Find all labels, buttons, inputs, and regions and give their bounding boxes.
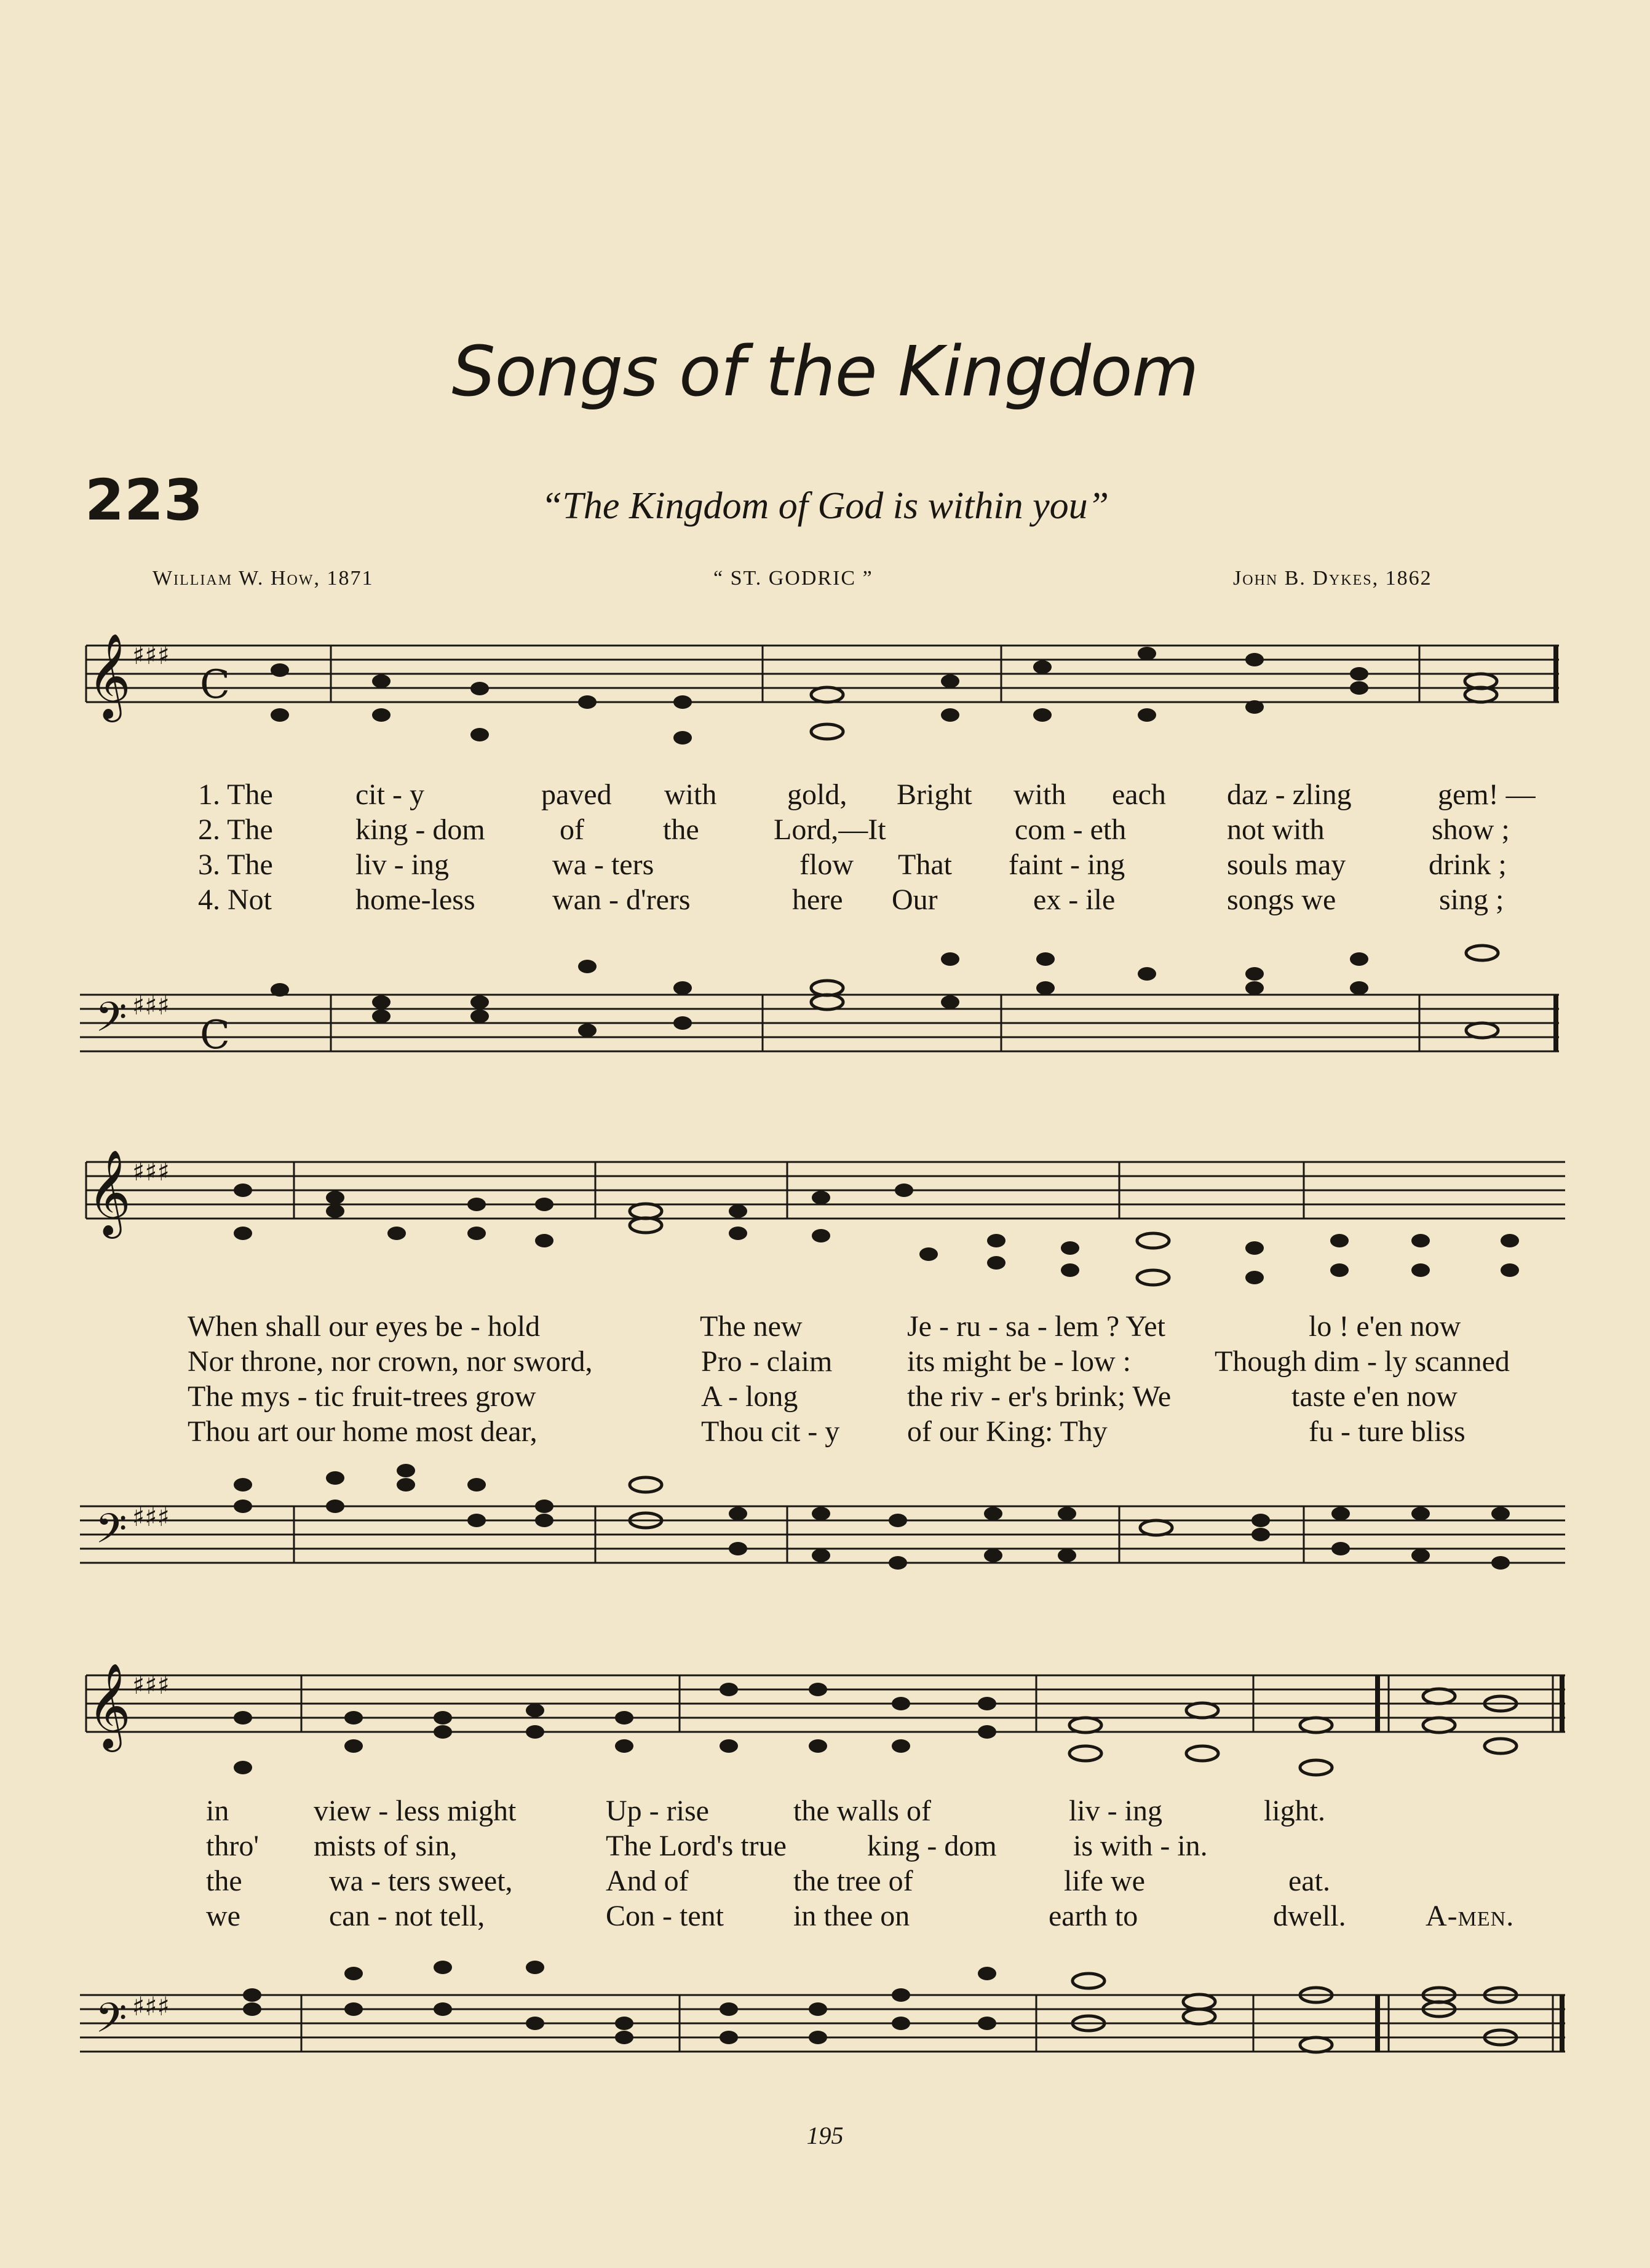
lyric-line	[0, 1345, 1650, 1380]
syllable: lo ! e'en now	[1309, 1310, 1461, 1343]
syllable: Nor throne, nor crown, nor sword,	[188, 1345, 593, 1378]
syllable: life we	[1064, 1865, 1145, 1897]
treble-staff	[86, 1162, 1565, 1219]
lyric-line	[0, 848, 1650, 883]
syllable: Pro - claim	[701, 1345, 833, 1378]
syllable: Lord,—It	[774, 813, 886, 846]
svg-text:C: C	[200, 662, 230, 708]
lyric-line	[0, 883, 1650, 918]
syllable: The new	[700, 1310, 803, 1343]
syllable: faint - ing	[1009, 848, 1125, 881]
treble-staff	[86, 1675, 1565, 1732]
syllable: Bright	[897, 778, 972, 811]
svg-text:𝄞: 𝄞	[87, 1150, 131, 1235]
syllable: each	[1112, 778, 1166, 811]
syllable: fu - ture bliss	[1309, 1415, 1466, 1448]
syllable: Con - tent	[606, 1900, 724, 1932]
syllable: taste e'en now	[1291, 1380, 1458, 1413]
syllable: ex - ile	[1033, 883, 1116, 916]
syllable: 4. Not	[198, 883, 272, 916]
svg-text:♯♯♯: ♯♯♯	[132, 640, 170, 670]
page-title: Songs of the Kingdom	[451, 332, 1199, 412]
syllable: thro'	[206, 1830, 259, 1862]
syllable: com - eth	[1015, 813, 1127, 846]
syllable: drink ;	[1429, 848, 1507, 881]
page-number: 195	[806, 2122, 844, 2149]
lyric-line	[0, 1380, 1650, 1415]
syllable: of our King: Thy	[907, 1415, 1108, 1448]
syllable: cit - y	[355, 778, 424, 811]
syllable: not with	[1227, 813, 1325, 846]
syllable: eat.	[1288, 1865, 1330, 1897]
syllable: the tree of	[793, 1865, 913, 1897]
hymn-number: 223	[85, 467, 204, 533]
syllable: wa - ters	[552, 848, 654, 881]
svg-text:♯♯♯: ♯♯♯	[132, 1670, 170, 1700]
syllable: the	[663, 813, 699, 846]
lyric-line	[0, 1794, 1650, 1829]
bass-clef: 𝄢	[95, 994, 127, 1051]
svg-text:𝄢: 𝄢	[95, 1505, 127, 1562]
tune-name: “ ST. GODRIC ”	[713, 567, 873, 590]
syllable: The mys - tic fruit-trees grow	[188, 1380, 536, 1413]
syllable: mists of sin,	[314, 1830, 458, 1862]
svg-text:♯♯♯: ♯♯♯	[132, 1502, 170, 1532]
svg-text:♯♯♯: ♯♯♯	[132, 990, 170, 1021]
syllable: Our	[892, 883, 938, 916]
syllable: wa - ters sweet,	[329, 1865, 513, 1897]
treble-staff	[86, 646, 1559, 702]
syllable: the riv - er's brink; We	[907, 1380, 1172, 1413]
svg-text:𝄞: 𝄞	[87, 1663, 131, 1748]
treble-notes	[271, 647, 1497, 745]
syllable: Thou art our home most dear,	[188, 1415, 537, 1448]
syllable: paved	[541, 778, 612, 811]
syllable: can - not tell,	[329, 1900, 485, 1932]
svg-text:♯♯♯: ♯♯♯	[132, 1156, 170, 1187]
syllable: with	[664, 778, 717, 811]
svg-text:𝄢: 𝄢	[95, 1994, 127, 2052]
syllable: Though dim - ly scanned	[1215, 1345, 1510, 1378]
syllable: in thee on	[793, 1900, 910, 1932]
svg-text:♯♯♯: ♯♯♯	[132, 1991, 170, 2021]
syllable: 1. The	[198, 778, 273, 811]
syllable: the walls of	[793, 1795, 931, 1827]
syllable: view - less might	[314, 1795, 517, 1827]
syllable: dwell.	[1273, 1900, 1346, 1932]
syllable: its might be - low :	[907, 1345, 1131, 1378]
lyric-line	[0, 1864, 1650, 1899]
syllable: gold,	[787, 778, 847, 811]
hymn-author: William W. How, 1871	[153, 567, 374, 590]
lyric-line	[0, 813, 1650, 848]
hymn-subtitle: “The Kingdom of God is within you”	[541, 485, 1109, 527]
syllable: king - dom	[867, 1830, 997, 1862]
syllable: earth to	[1049, 1900, 1138, 1932]
syllable: Thou cit - y	[701, 1415, 840, 1448]
syllable: light.	[1264, 1795, 1326, 1827]
treble-clef: 𝄞	[87, 633, 131, 719]
syllable: the	[206, 1865, 242, 1897]
syllable: of	[560, 813, 584, 846]
lyric-line	[0, 1899, 1650, 1934]
syllable: Je - ru - sa - lem ? Yet	[907, 1310, 1165, 1343]
syllable: liv - ing	[1069, 1795, 1162, 1827]
syllable: gem! —	[1438, 778, 1536, 811]
syllable: wan - d'rers	[552, 883, 691, 916]
syllable: flow	[799, 848, 854, 881]
syllable: daz - zling	[1227, 778, 1352, 811]
amen-label: A-men.	[1426, 1900, 1515, 1932]
syllable: with	[1013, 778, 1066, 811]
lyric-line	[0, 778, 1650, 813]
syllable: A - long	[701, 1380, 798, 1413]
syllable: here	[792, 883, 843, 916]
syllable: is with - in.	[1073, 1830, 1208, 1862]
syllable: souls may	[1227, 848, 1346, 881]
svg-text:C: C	[200, 1013, 230, 1058]
lyric-line	[0, 1415, 1650, 1450]
syllable: liv - ing	[355, 848, 449, 881]
bass-staff	[80, 995, 1559, 1051]
syllable: show ;	[1432, 813, 1510, 846]
lyric-line	[0, 1310, 1650, 1345]
lyric-line	[0, 1829, 1650, 1864]
syllable: When shall our eyes be - hold	[188, 1310, 541, 1343]
syllable: 2. The	[198, 813, 273, 846]
syllable: in	[206, 1795, 229, 1827]
syllable: And of	[606, 1865, 689, 1897]
syllable: home-less	[355, 883, 475, 916]
syllable: king - dom	[355, 813, 485, 846]
syllable: The Lord's true	[606, 1830, 787, 1862]
hymn-composer: John B. Dykes, 1862	[1233, 567, 1432, 590]
syllable: 3. The	[198, 848, 273, 881]
syllable: That	[898, 848, 952, 881]
syllable: songs we	[1227, 883, 1336, 916]
syllable: sing ;	[1439, 883, 1504, 916]
syllable: Up - rise	[606, 1795, 709, 1827]
syllable: we	[206, 1900, 240, 1932]
